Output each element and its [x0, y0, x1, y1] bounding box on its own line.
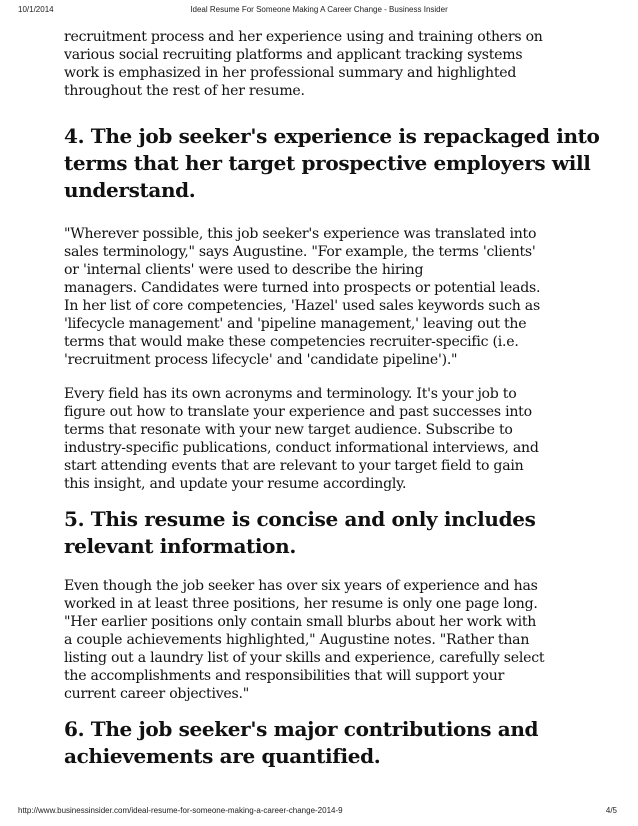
text-line: throughout the rest of her resume. — [64, 83, 305, 99]
heading-line: understand. — [64, 178, 196, 202]
section-heading-6 — [64, 716, 584, 770]
heading-line: relevant information. — [64, 534, 296, 558]
paragraph-augustine-quote — [64, 225, 584, 369]
text-line: work is emphasized in her professional summary and highlighted — [64, 65, 517, 81]
text-line: Every field has its own acronyms and terminology. It's your job to — [64, 386, 517, 402]
text-line: "Her earlier positions only contain small blurbs about her work with — [64, 614, 537, 630]
text-line: figure out how to translate your experience and past successes into — [64, 404, 532, 420]
text-line: the accomplishments and responsibilities that will support your — [64, 668, 505, 684]
heading-line: terms that her target prospective employers will — [64, 151, 591, 175]
text-line: recruitment process and her experience using and training others on — [64, 29, 543, 45]
print-footer — [0, 806, 638, 818]
text-line: managers. Candidates were turned into prospects or potential leads. — [64, 280, 541, 296]
section-heading-4 — [64, 123, 600, 204]
text-line: 'recruitment process lifecycle' and 'candidate pipeline')." — [64, 352, 458, 368]
heading-line: achievements are quantified. — [64, 744, 381, 768]
print-header — [0, 5, 638, 17]
text-line: terms that would make these competencies recruiter-specific (i.e. — [64, 334, 519, 350]
text-line: "Wherever possible, this job seeker's experience was translated into — [64, 226, 537, 242]
paragraph-concise — [64, 577, 584, 703]
article-body — [64, 28, 600, 770]
text-line: listing out a laundry list of your skills and experience, carefully select — [64, 650, 545, 666]
paragraph-terminology — [64, 385, 584, 493]
text-line: Even though the job seeker has over six years of experience and has — [64, 578, 538, 594]
text-line: this insight, and update your resume accordingly. — [64, 476, 407, 492]
text-line: sales terminology," says Augustine. "For example, the terms 'clients' — [64, 244, 536, 260]
heading-line: 5. This resume is concise and only includes — [64, 507, 536, 531]
text-line: terms that resonate with your new target audience. Subscribe to — [64, 422, 513, 438]
section-heading-5 — [64, 506, 584, 560]
text-line: 'lifecycle management' and 'pipeline management,' leaving out the — [64, 316, 527, 332]
text-line: various social recruiting platforms and applicant tracking systems — [64, 47, 523, 63]
print-date: 10/1/2014 — [18, 5, 54, 14]
text-line: In her list of core competencies, 'Hazel' used sales keywords such as — [64, 298, 540, 314]
text-line: worked in at least three positions, her resume is only one page long. — [64, 596, 538, 612]
heading-line: 4. The job seeker's experience is repackaged into — [64, 124, 600, 148]
text-line: start attending events that are relevant to your target field to gain — [64, 458, 524, 474]
page-number: 4/5 — [605, 806, 617, 815]
heading-line: 6. The job seeker's major contributions and — [64, 717, 539, 741]
source-url: http://www.businessinsider.com/ideal-resume-for-someone-making-a-career-change-2014-9 — [18, 806, 343, 815]
paragraph-intro-continued — [64, 28, 584, 100]
text-line: industry-specific publications, conduct informational interviews, and — [64, 440, 539, 456]
text-line: or 'internal clients' were used to describe the hiring — [64, 262, 424, 278]
print-page-title: Ideal Resume For Someone Making A Career Change - Business Insider — [190, 5, 448, 14]
text-line: a couple achievements highlighted," Augustine notes. "Rather than — [64, 632, 530, 648]
text-line: current career objectives." — [64, 686, 249, 702]
